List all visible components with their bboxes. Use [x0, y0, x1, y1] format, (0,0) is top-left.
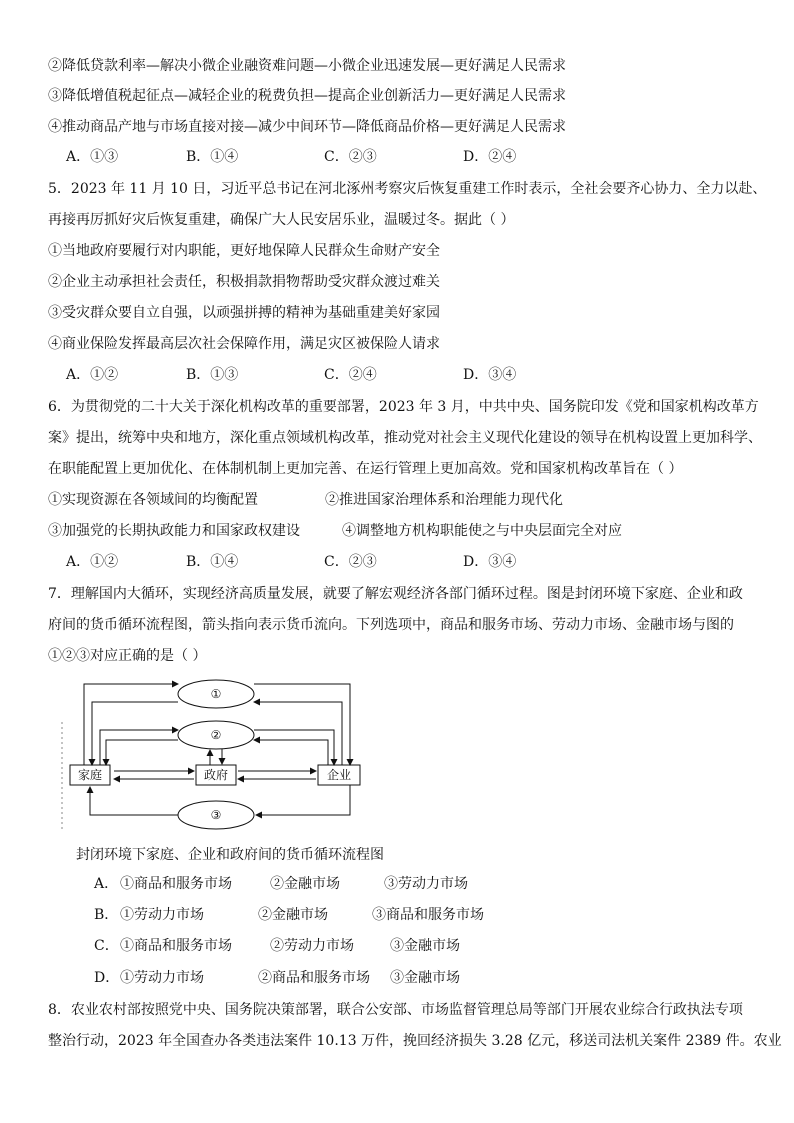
- q6-item-4: ④调整地方机构职能使之与中央层面完全对应: [342, 523, 622, 539]
- q4-option-c: C．②③: [324, 149, 377, 165]
- flow-household-to-1: [84, 684, 178, 765]
- q5-item-3: ③受灾群众要自立自强，以顽强拼搏的精神为基础重建美好家园: [48, 305, 440, 321]
- q8-stem-line-2: 整治行动，2023 年全国查办各类违法案件 10.13 万件，挽回经济损失 3.28 亿元，移送司法机关案件 2389 件。农业: [48, 1033, 782, 1049]
- money-flow-diagram: [60, 672, 380, 837]
- q7-option-b-3: ③商品和服务市场: [372, 907, 484, 923]
- q7-option-b-2: ②金融市场: [258, 907, 328, 923]
- diagram-caption: 封闭环境下家庭、企业和政府间的货币循环流程图: [76, 847, 384, 863]
- q6-option-c: C．②③: [324, 554, 377, 570]
- q4-item-2: ②降低贷款利率—解决小微企业融资难问题—小微企业迅速发展—更好满足人民需求: [48, 58, 566, 74]
- q5-item-1: ①当地政府要履行对内职能，更好地保障人民群众生命财产安全: [48, 243, 440, 259]
- q7-option-a-2: ②金融市场: [270, 876, 340, 892]
- q4-item-3: ③降低增值税起征点—减轻企业的税费负担—提高企业创新活力—更好满足人民需求: [48, 88, 566, 104]
- q7-option-c-letter: C．: [94, 938, 119, 954]
- q6-option-d: D．③④: [463, 554, 517, 570]
- q7-option-c-3: ③金融市场: [390, 938, 460, 954]
- q5-stem-line-1: 5．2023 年 11 月 10 日，习近平总书记在河北涿州考察灾后恢复重建工作时表示，全社会要齐心协力、全力以赴、: [48, 181, 767, 197]
- q6-item-1: ①实现资源在各领域间的均衡配置: [48, 492, 258, 508]
- q4-option-d: D．②④: [463, 149, 517, 165]
- market-2-label: ②: [210, 728, 222, 742]
- q5-option-b: B．①③: [186, 367, 239, 383]
- q7-option-d-2: ②商品和服务市场: [258, 970, 370, 986]
- flow-2-to-enterprise: [254, 730, 334, 765]
- q5-item-2: ②企业主动承担社会责任，积极捐款捐物帮助受灾群众渡过难关: [48, 274, 440, 290]
- flow-1-to-household: [92, 702, 178, 765]
- q7-option-d-1: ①劳动力市场: [120, 970, 204, 986]
- q6-item-3: ③加强党的长期执政能力和国家政权建设: [48, 523, 300, 539]
- q7-option-a-letter: A．: [94, 876, 119, 892]
- q7-option-c-1: ①商品和服务市场: [120, 938, 232, 954]
- q7-stem-line-2: 府间的货币循环流程图，箭头指向表示货币流向。下列选项中，商品和服务市场、劳动力市场、金融市场与图的: [48, 617, 734, 633]
- flow-enterprise-to-1: [254, 702, 342, 765]
- flow-enterprise-to-3: [256, 785, 350, 815]
- q7-stem-line-3: ①②③对应正确的是（ ）: [48, 648, 207, 664]
- government-label: 政府: [203, 768, 229, 782]
- q5-option-a: A．①②: [66, 367, 119, 383]
- q7-option-b-letter: B．: [94, 907, 119, 923]
- q5-item-4: ④商业保险发挥最高层次社会保障作用，满足灾区被保险人请求: [48, 336, 440, 352]
- q6-item-2: ②推进国家治理体系和治理能力现代化: [325, 492, 563, 508]
- flow-2-to-household: [106, 740, 178, 765]
- q5-option-c: C．②④: [324, 367, 377, 383]
- flow-enterprise-to-2: [254, 740, 328, 765]
- q6-option-a: A．①②: [66, 554, 119, 570]
- q8-stem-line-1: 8．农业农村部按照党中央、国务院决策部署，联合公安部、市场监督管理总局等部门开展农业综合行政执法专项: [48, 1002, 743, 1018]
- q6-stem-line-3: 在职能配置上更加优化、在体制机制上更加完善、在运行管理上更加高效。党和国家机构改革旨在（ ）: [48, 461, 683, 477]
- q6-stem-line-2: 案》提出，统筹中央和地方，深化重点领域机构改革，推动党对社会主义现代化建设的领导在机构设置上更加科学、: [48, 430, 762, 446]
- q5-option-d: D．③④: [463, 367, 517, 383]
- flow-3-to-household: [90, 787, 178, 815]
- q5-stem-line-2: 再接再厉抓好灾后恢复重建，确保广大人民安居乐业，温暖过冬。据此（ ）: [48, 212, 515, 228]
- q7-option-b-1: ①劳动力市场: [120, 907, 204, 923]
- market-1-label: ①: [210, 687, 222, 701]
- q7-option-a-1: ①商品和服务市场: [120, 876, 232, 892]
- market-3-label: ③: [210, 808, 222, 822]
- flow-household-to-2: [100, 730, 178, 765]
- q6-stem-line-1: 6．为贯彻党的二十大关于深化机构改革的重要部署，2023 年 3 月，中共中央、国务院印发《党和国家机构改革方: [48, 399, 759, 415]
- q7-option-d-letter: D．: [94, 970, 120, 986]
- q7-option-a-3: ③劳动力市场: [384, 876, 468, 892]
- flow-1-to-enterprise: [254, 684, 350, 765]
- q7-option-c-2: ②劳动力市场: [270, 938, 354, 954]
- q4-option-b: B．①④: [186, 149, 239, 165]
- enterprise-label: 企业: [326, 768, 352, 782]
- q6-option-b: B．①④: [186, 554, 239, 570]
- q7-stem-line-1: 7．理解国内大循环，实现经济高质量发展，就要了解宏观经济各部门循环过程。图是封闭环境下家庭、企业和政: [48, 586, 743, 602]
- q4-item-4: ④推动商品产地与市场直接对接—减少中间环节—降低商品价格—更好满足人民需求: [48, 119, 566, 135]
- q4-option-a: A．①③: [66, 149, 119, 165]
- household-label: 家庭: [77, 768, 103, 782]
- q7-option-d-3: ③金融市场: [390, 970, 460, 986]
